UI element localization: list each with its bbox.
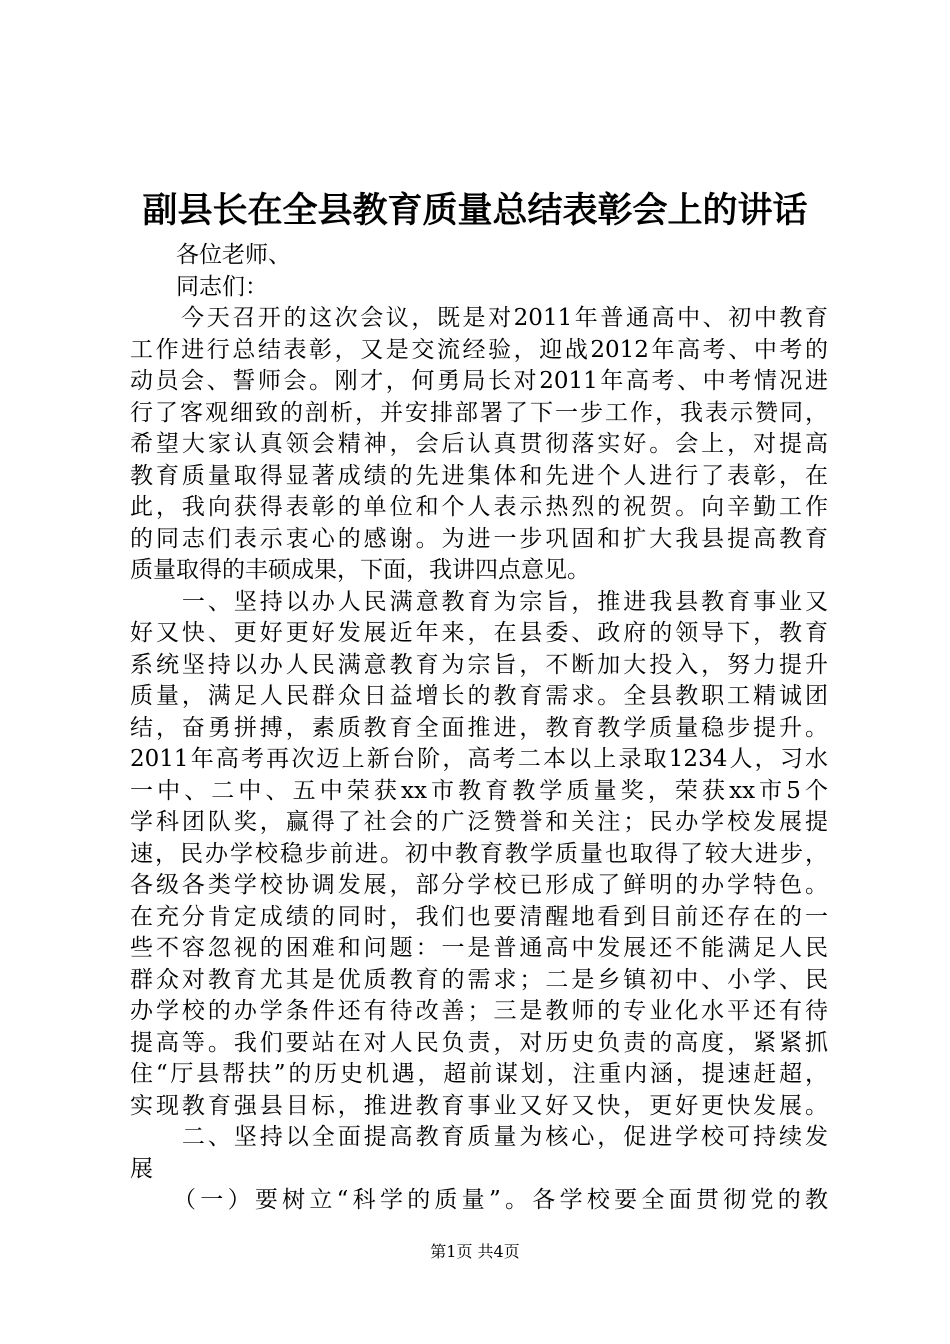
text-line: 提高等。我们要站在对人民负责，对历史负责的高度，紧紧抓 (130, 1029, 828, 1056)
text-line: 质量，满足人民群众日益增长的教育需求。全县教职工精诚团 (130, 683, 828, 709)
page-footer: 第1页 共4页 (430, 1242, 520, 1261)
text-line: 一、坚持以办人民满意教育为宗旨，推进我县教育事业又 (130, 588, 828, 615)
text-line: 群众对教育尤其是优质教育的需求；二是乡镇初中、小学、民 (130, 966, 828, 993)
text-line: （一）要树立“科学的质量”。各学校要全面贯彻党的教 (130, 1187, 828, 1213)
text-line: 住“厅县帮扶”的历史机遇，超前谋划，注重内涵，提速赶超， (130, 1061, 828, 1087)
text-line: 结，奋勇拼搏，素质教育全面推进，教育教学质量稳步提升。 (130, 714, 828, 741)
text-line: 工作进行总结表彰，又是交流经验，迎战2012年高考、中考的 (130, 336, 828, 363)
text-line: 二、坚持以全面提高教育质量为核心，促进学校可持续发 (130, 1124, 828, 1150)
text-line: 展 (130, 1155, 153, 1182)
document-title: 副县长在全县教育质量总结表彰会上的讲话 (142, 190, 808, 231)
text-line: 实现教育强县目标，推进教育事业又好又快，更好更快发展。 (130, 1092, 828, 1119)
text-line: 好又快、更好更好发展近年来，在县委、政府的领导下，教育 (130, 620, 828, 646)
text-line: 系统坚持以办人民满意教育为宗旨，不断加大投入，努力提升 (130, 651, 828, 678)
text-line: 在充分肯定成绩的同时，我们也要清醒地看到目前还存在的一 (130, 903, 828, 930)
text-line: 动员会、誓师会。刚才，何勇局长对2011年高考、中考情况进 (130, 368, 828, 394)
text-line: 办学校的办学条件还有待改善；三是教师的专业化水平还有待 (130, 998, 828, 1024)
text-line: 各位老师、 (130, 242, 291, 268)
text-line: 一中、二中、五中荣获xx市教育教学质量奖，荣获xx市5个 (130, 777, 828, 804)
text-line: 质量取得的丰硕成果，下面，我讲四点意见。 (130, 557, 590, 583)
text-line: 的同志们表示衷心的感谢。为进一步巩固和扩大我县提高教育 (130, 525, 828, 552)
text-line: 教育质量取得显著成绩的先进集体和先进个人进行了表彰，在 (130, 462, 828, 489)
text-line: 此，我向获得表彰的单位和个人表示热烈的祝贺。向辛勤工作 (130, 494, 828, 520)
text-line: 今天召开的这次会议，既是对2011年普通高中、初中教育 (130, 305, 828, 331)
text-line: 同志们： (130, 273, 268, 300)
document-body (130, 240, 828, 1217)
text-line: 2011年高考再次迈上新台阶，高考二本以上录取1234人，习水 (130, 746, 828, 772)
text-line: 些不容忽视的困难和问题：一是普通高中发展还不能满足人民 (130, 935, 828, 961)
text-line: 行了客观细致的剖析，并安排部署了下一步工作，我表示赞同， (130, 399, 828, 426)
text-line: 希望大家认真领会精神，会后认真贯彻落实好。会上，对提高 (130, 431, 828, 457)
text-line: 各级各类学校协调发展，部分学校已形成了鲜明的办学特色。 (130, 872, 828, 898)
text-line: 速，民办学校稳步前进。初中教育教学质量也取得了较大进步， (130, 840, 828, 867)
text-line: 学科团队奖，赢得了社会的广泛赞誉和关注；民办学校发展提 (130, 809, 828, 835)
